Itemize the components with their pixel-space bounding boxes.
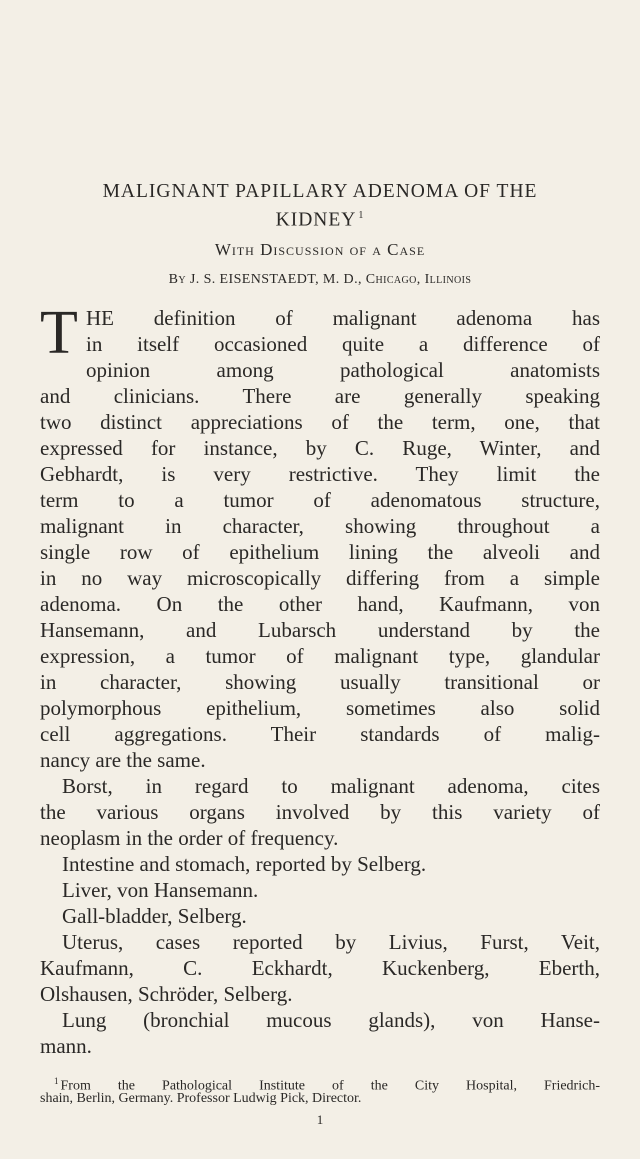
body-line: neoplasm in the order of frequency.	[40, 826, 339, 850]
body-line: expressed for instance, by C. Ruge, Winter, and	[40, 436, 600, 460]
body-line: in character, showing usually transitional or	[40, 670, 600, 694]
body-line: mann.	[40, 1034, 92, 1058]
title-footnote-mark: 1	[358, 210, 365, 221]
footnote-text: From the Pathological Institute of the City Hospital, Friedrich-	[60, 1078, 600, 1094]
body-line: Gebhardt, is very restrictive. They limit the	[40, 462, 600, 486]
body-line: Liver, von Hansemann.	[62, 878, 259, 902]
body-line: opinion among pathological anatomists	[86, 358, 600, 382]
author-byline: By J. S. EISENSTAEDT, M. D., Chicago, Illinois	[168, 272, 472, 287]
body-line: Olshausen, Schröder, Selberg.	[40, 982, 293, 1006]
footnote-line: shain, Berlin, Germany. Professor Ludwig Pick, Director.	[40, 1091, 362, 1106]
body-line: Hansemann, and Lubarsch understand by the	[40, 618, 600, 642]
body-line: Uterus, cases reported by Livius, Furst, Veit,	[62, 930, 600, 954]
body-line: the various organs involved by this variety of	[40, 800, 600, 824]
body-line: term to a tumor of adenomatous structure,	[40, 488, 600, 512]
body-line: two distinct appreciations of the term, one, that	[40, 410, 600, 434]
body-line: Intestine and stomach, reported by Selberg.	[62, 852, 427, 876]
body-line: in no way microscopically differing from a simple	[40, 566, 600, 590]
footnote-mark: 1	[54, 1076, 59, 1086]
body-line: HE definition of malignant adenoma has	[86, 306, 600, 330]
article-title-line-2	[20, 204, 620, 233]
body-line: single row of epithelium lining the alveoli and	[40, 540, 600, 564]
body-line: Gall-bladder, Selberg.	[62, 904, 247, 928]
body-line: in itself occasioned quite a difference of	[86, 332, 600, 356]
page-number: 1	[316, 1112, 324, 1127]
body-line: Lung (bronchial mucous glands), von Hanse-	[62, 1008, 600, 1032]
article-title-line-1: MALIGNANT PAPILLARY ADENOMA OF THE	[102, 181, 538, 202]
body-line: malignant in character, showing throughout a	[40, 514, 600, 538]
article-subtitle: With Discussion of a Case	[214, 240, 426, 259]
drop-cap: T	[40, 299, 78, 367]
body-line: expression, a tumor of malignant type, glandular	[40, 644, 600, 668]
body-line: cell aggregations. Their standards of malig-	[40, 722, 600, 746]
body-line: Borst, in regard to malignant adenoma, cites	[62, 774, 600, 798]
body-line: adenoma. On the other hand, Kaufmann, von	[40, 592, 600, 616]
body-line: Kaufmann, C. Eckhardt, Kuckenberg, Eberth,	[40, 956, 600, 980]
body-line: and clinicians. There are generally speaking	[40, 384, 600, 408]
body-line: polymorphous epithelium, sometimes also solid	[40, 696, 600, 720]
body-line: nancy are the same.	[40, 748, 206, 772]
title-word: KIDNEY	[275, 209, 357, 231]
